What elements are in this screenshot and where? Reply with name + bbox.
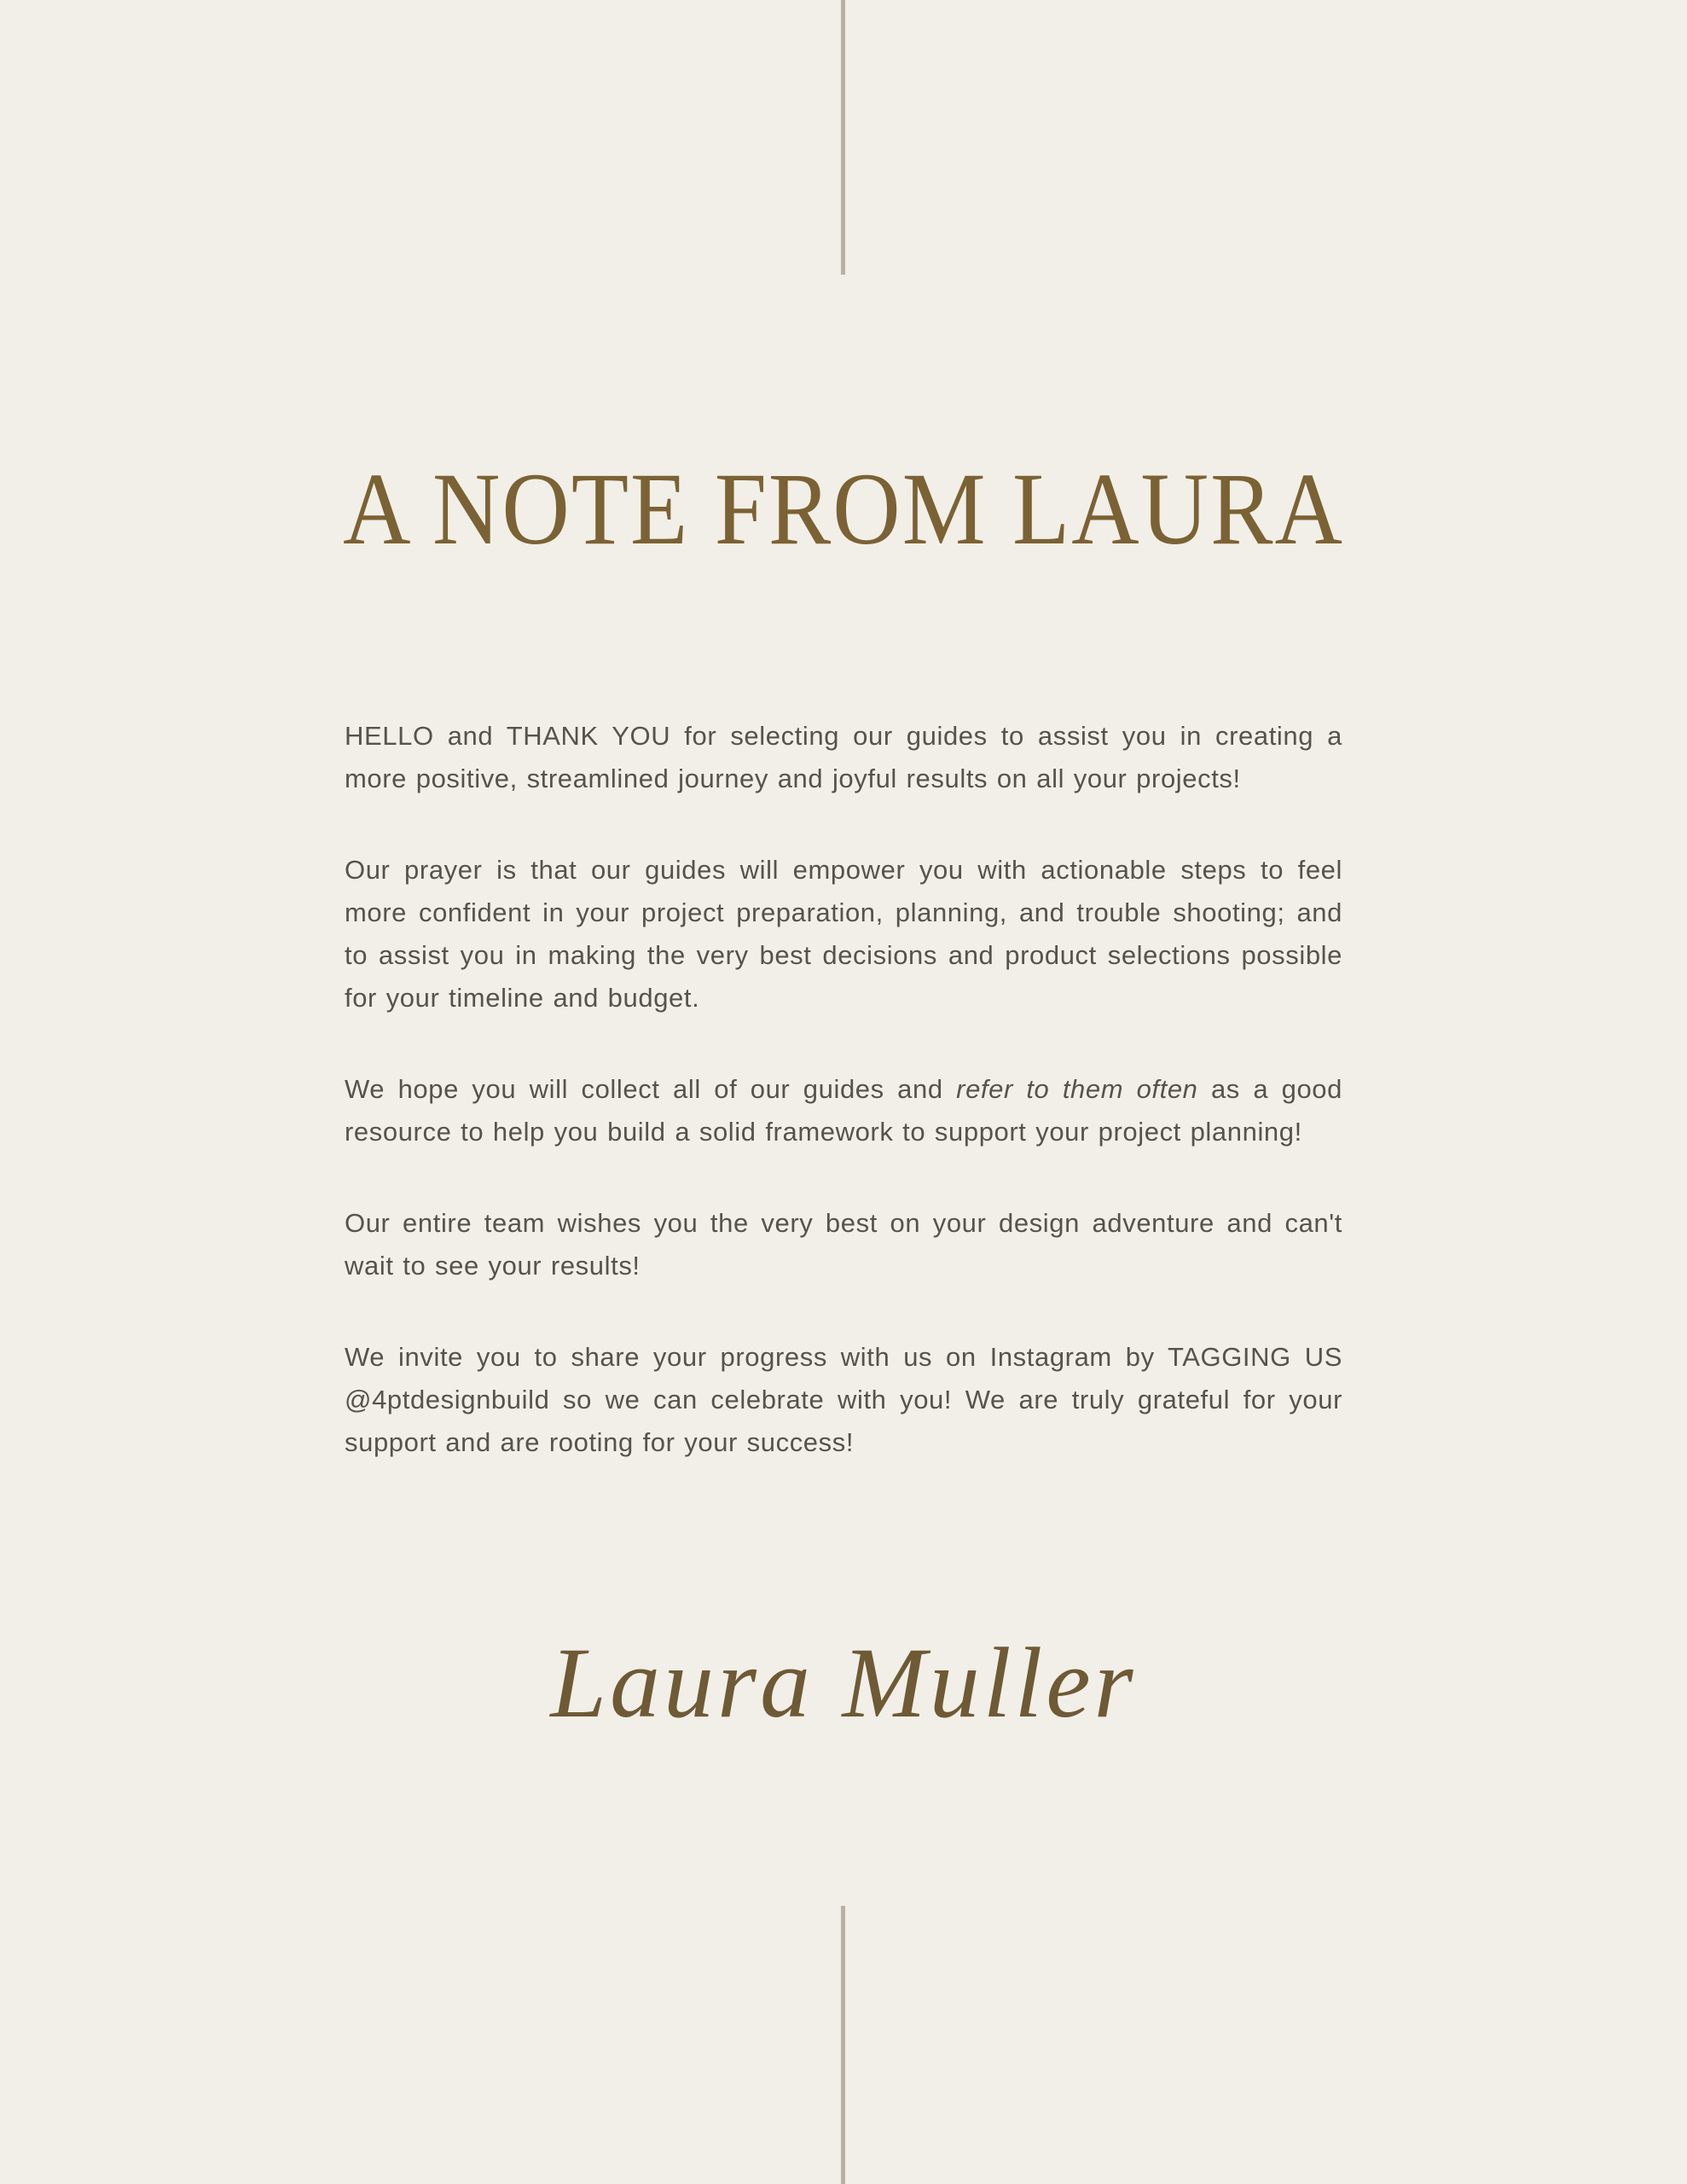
- note-paragraph-2: Our prayer is that our guides will empower you with actionable steps to feel more confident in your project preparation, planning, and trouble shooting; and to assist you in making the very best decisions and product selections possible for your timeline and budget.: [345, 855, 1342, 1013]
- note-paragraph-4: Our entire team wishes you the very best on your design adventure and can't wait to see your results!: [345, 1208, 1342, 1281]
- note-body: [345, 715, 1342, 1464]
- note-paragraph-5: We invite you to share your progress with us on Instagram by TAGGING US @4ptdesignbuild so we can celebrate with you! We are truly grateful for your support and are rooting for your success!: [345, 1342, 1342, 1457]
- paragraph-3-text-after: as a good resource to help you build a solid framework to support your project planning!: [345, 1074, 1342, 1147]
- signature: Laura Muller: [550, 1627, 1137, 1739]
- note-paragraph-3: [345, 1068, 1342, 1153]
- bottom-divider-line: [841, 1906, 845, 2184]
- italic-emphasis: refer to them often: [956, 1074, 1198, 1104]
- paragraph-3-text-before: We hope you will collect all of our guides and: [345, 1074, 957, 1104]
- page-title: A NOTE FROM LAURA: [343, 451, 1344, 566]
- top-divider-line: [841, 0, 845, 275]
- note-paragraph-1: HELLO and THANK YOU for selecting our guides to assist you in creating a more positive, streamlined journey and joyful results on all your projects!: [345, 721, 1342, 793]
